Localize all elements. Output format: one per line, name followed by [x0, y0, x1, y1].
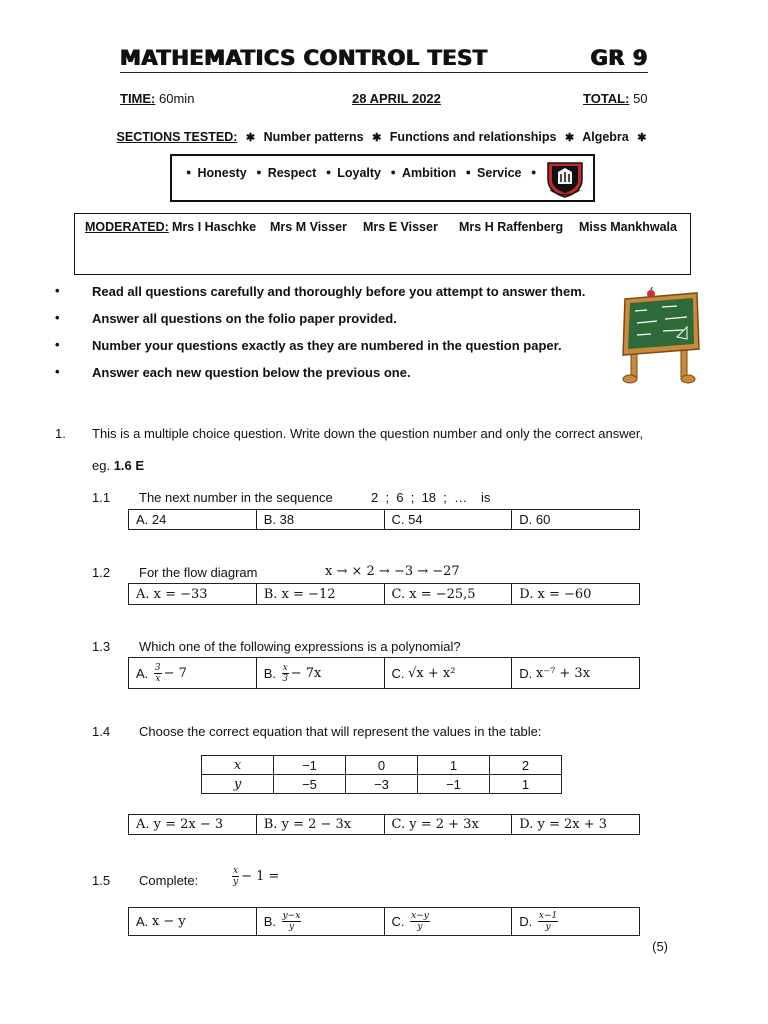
table-row: y −5 −3 −1 1: [202, 775, 562, 794]
question-text: Choose the correct equation that will represent the values in the table:: [139, 724, 542, 739]
option-c: C. x = −25,5: [384, 584, 512, 604]
fraction: $\frac{y-x}{y}$: [282, 911, 301, 932]
option-d: D. y = 2x + 3: [511, 815, 639, 834]
option-a: A. $\frac{3}{x}$ − 7: [136, 662, 187, 684]
bullet-icon: •: [55, 337, 60, 352]
moderator-name: Mrs H Raffenberg: [459, 220, 564, 234]
chalkboard-icon: [617, 287, 703, 387]
moderation-box: [74, 213, 691, 275]
option-a: A. x − y: [136, 914, 186, 929]
title-text: MATHEMATICS CONTROL TEST: [120, 46, 488, 70]
option-c: C. √x + x²: [384, 658, 512, 688]
option-b: B. $\frac{x}{3}$ − 7x: [256, 658, 384, 688]
option-b: B. $\frac{y-x}{y}$: [256, 908, 384, 935]
question-text: This is a multiple choice question. Write down the question number and only the correct answer,: [92, 426, 644, 441]
flow-diagram: x → × 2 → −3 → −27: [325, 564, 460, 579]
star-icon: ✱: [372, 132, 382, 144]
options-row: [128, 657, 640, 689]
bullet-icon: •: [55, 283, 60, 298]
options-row: [128, 814, 640, 835]
section-item: Number patterns: [263, 130, 364, 144]
option-c: C. $\frac{x-y}{y}$: [384, 908, 512, 935]
question-number: 1.2: [92, 565, 111, 580]
total-label: TOTAL:: [583, 91, 630, 106]
option-c: C. 54: [384, 510, 512, 529]
option-d: D. $\frac{x-1}{y}$: [511, 908, 639, 935]
option-a: A. x = −33: [136, 586, 208, 602]
option-b: B. 38: [256, 510, 384, 529]
question-number: 1.5: [92, 873, 111, 888]
value-item: Respect: [267, 166, 317, 180]
value-item: Service: [477, 166, 522, 180]
school-values: [180, 166, 542, 180]
question-number: 1.1: [92, 490, 111, 505]
grade-text: GR 9: [590, 46, 648, 70]
values-table: [201, 755, 562, 794]
value-item: Loyalty: [337, 166, 382, 180]
bullet-icon: ●: [390, 167, 396, 177]
bullet-icon: •: [55, 310, 60, 325]
question-number: 1.: [55, 426, 66, 441]
options-row: [128, 583, 640, 605]
sequence: 2 ; 6 ; 18 ; …: [371, 490, 468, 505]
table-row: x −1 0 1 2: [202, 756, 562, 775]
option-d: D. 60: [511, 510, 639, 529]
star-icon: ✱: [245, 132, 256, 144]
option-b: B. y = 2 − 3x: [256, 815, 384, 834]
star-icon: ✱: [564, 132, 575, 144]
fraction: $\frac{x}{y}$: [232, 866, 239, 887]
sections-tested: [0, 130, 768, 144]
bullet-icon: ●: [186, 167, 192, 177]
moderator-name: Mrs I Haschke: [172, 220, 257, 234]
section-item: Functions and relationships: [389, 130, 557, 144]
options-row: [128, 509, 640, 530]
example-answer: eg. 1.6 E: [92, 458, 145, 473]
moderator-name: Mrs E Visser: [363, 220, 438, 234]
bullet-icon: ●: [256, 167, 262, 177]
moderator-name: Mrs M Visser: [270, 220, 347, 234]
bullet-icon: ●: [325, 167, 332, 177]
bullet-icon: ●: [531, 167, 537, 177]
moderated-label: MODERATED:: [85, 220, 169, 234]
time-value: 60min: [159, 91, 195, 106]
fraction: $\frac{x-1}{y}$: [538, 911, 558, 932]
question-text: The next number in the sequence: [139, 490, 333, 505]
option-d: D. x⁻⁷ + 3x: [511, 658, 639, 688]
time-label: TIME:: [120, 91, 156, 106]
option-d: D. x = −60: [511, 584, 639, 604]
question-number: 1.4: [92, 724, 111, 739]
bullet-icon: ●: [465, 167, 472, 177]
question-text: Which one of the following expressions is a polynomial?: [139, 639, 461, 654]
option-b: B. x = −12: [256, 584, 384, 604]
school-crest-icon: [544, 160, 586, 198]
sections-label: SECTIONS TESTED:: [116, 130, 238, 144]
question-suffix: is: [481, 490, 491, 505]
bullet-icon: •: [55, 364, 60, 379]
fraction: $\frac{x}{3}$: [282, 662, 289, 684]
question-text: Complete:: [139, 873, 199, 888]
expression: $\frac{x}{y}$ − 1 =: [232, 866, 280, 887]
fraction: $\frac{x-y}{y}$: [411, 911, 429, 932]
marks-total: (5): [652, 939, 668, 954]
fraction: $\frac{3}{x}$: [154, 662, 161, 684]
test-title: [120, 44, 648, 73]
moderator-name: Miss Mankhwala: [579, 220, 677, 234]
time-field: [120, 91, 194, 106]
option-c: C. y = 2 + 3x: [384, 815, 512, 834]
total-value: 50: [633, 91, 648, 106]
total-field: [583, 91, 648, 106]
value-item: Ambition: [401, 166, 457, 180]
school-values-box: [170, 154, 595, 202]
section-item: Algebra: [582, 130, 629, 144]
option-a: A. 24: [136, 512, 167, 527]
test-date: 28 APRIL 2022: [352, 91, 441, 106]
options-row: [128, 907, 640, 936]
question-number: 1.3: [92, 639, 111, 654]
question-text: For the flow diagram: [139, 565, 258, 580]
value-item: Honesty: [197, 166, 247, 180]
star-icon: ✱: [637, 132, 647, 144]
option-a: A. y = 2x − 3: [136, 817, 224, 832]
